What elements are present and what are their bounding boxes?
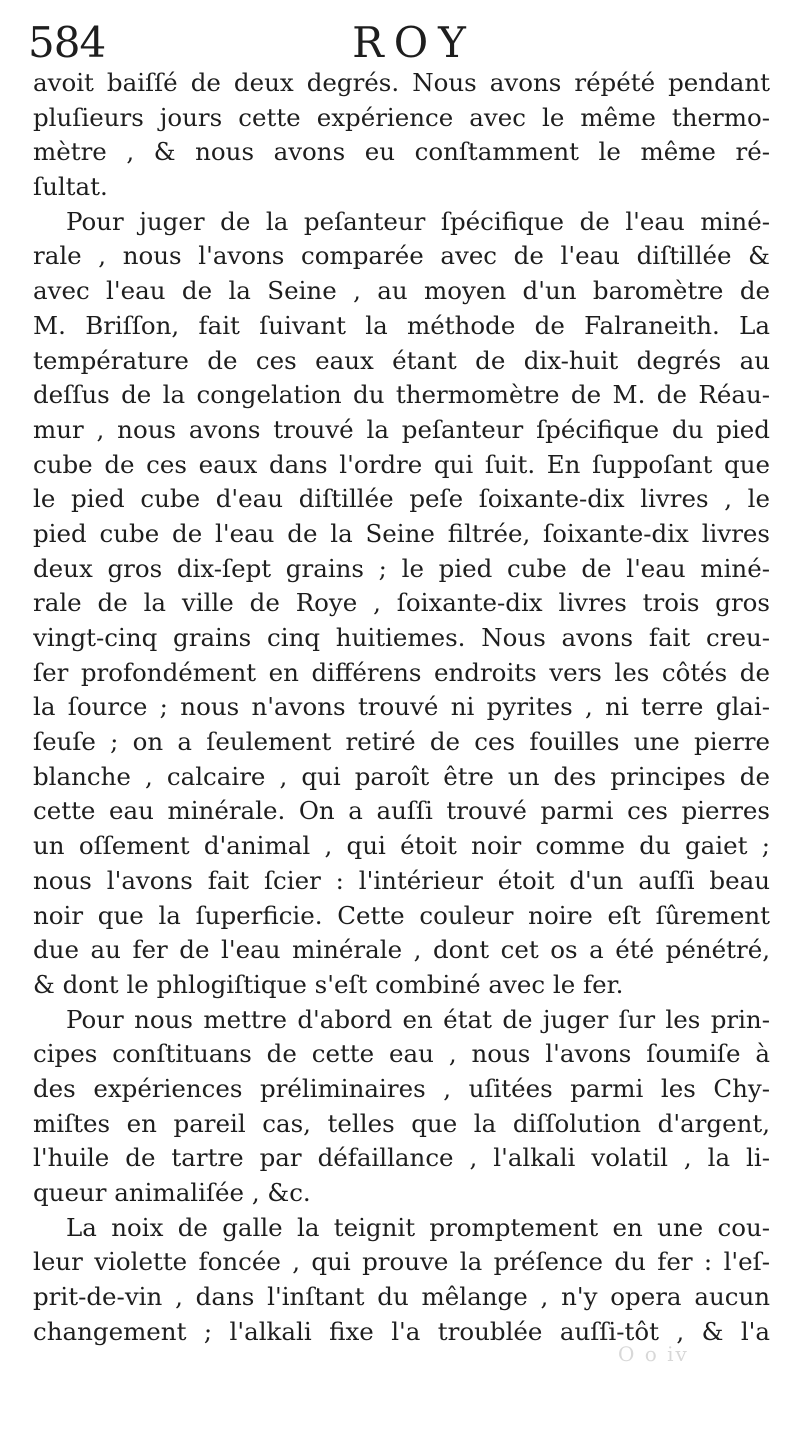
text-line: prit-de-vin , dans l'inſtant du mêlange , n'y opera aucun [33,1282,770,1312]
signature-mark: O o iv [618,1342,689,1366]
text-line: deſſus de la congelation du thermomètre de M. de Réau- [33,380,770,410]
text-line: cipes conſtituans de cette eau , nous l'avons ſoumiſe à [33,1039,770,1069]
text-line: leur violette foncée , qui prouve la préſence du fer : l'eſ- [33,1247,770,1277]
text-line: cube de ces eaux dans l'ordre qui ſuit. En ſuppoſant que [33,449,770,479]
text-line: vingt-cinq grains cinq huitiemes. Nous avons fait creu- [33,623,770,652]
text-line: deux gros dix-ſept grains ; le pied cube de l'eau miné- [33,553,770,583]
text-line: Pour nous mettre d'abord en état de juger ſur les prin- [66,1004,770,1034]
text-line: M. Briſſon, fait ſuivant la méthode de Falraneith. La [33,310,770,340]
text-line: température de ces eaux étant de dix-huit degrés au [33,345,770,375]
text-line: rale de la ville de Roye , ſoixante-dix livres trois gros [33,588,770,618]
text-line: changement ; l'alkali fixe l'a troublée auſſi-tôt , & l'a [33,1316,770,1346]
text-line: ſeuſe ; on a ſeulement retiré de ces fouilles une pierre [33,727,770,757]
text-line: la ſource ; nous n'avons trouvé ni pyrites , ni terre glai- [33,692,770,722]
page-number: 584 [28,18,106,67]
text-line: miſtes en pareil cas, telles que la diſſolution d'argent, [33,1108,770,1138]
text-line: Pour juger de la peſanteur ſpécifique de l'eau miné- [66,206,770,236]
text-line: mur , nous avons trouvé la peſanteur ſpécifique du pied [33,414,770,444]
text-line: blanche , calcaire , qui paroît être un des principes de [33,761,770,791]
text-line: ſultat. [33,172,108,202]
text-line: le pied cube d'eau diſtillée peſe ſoixante-dix livres , le [33,484,770,514]
text-line: queur animaliſée , &c. [33,1178,311,1207]
text-line: mètre , & nous avons eu conſtamment le même ré- [33,137,770,167]
text-line: cette eau minérale. On a auſſi trouvé parmi ces pierres [33,796,770,826]
text-line: avoit baiſſé de deux degrés. Nous avons répété pendant [33,68,770,97]
text-line: pluſieurs jours cette expérience avec le même thermo- [33,102,770,132]
text-line: La noix de galle la teignit promptement en une cou- [66,1212,770,1242]
text-line: l'huile de tartre par défaillance , l'alkali volatil , la li- [33,1143,770,1173]
page-header [28,14,760,74]
text-line: noir que la ſuperficie. Cette couleur noire eſt ſûrement [33,900,770,930]
text-line: un oſſement d'animal , qui étoit noir comme du gaiet ; [33,831,770,861]
text-line: rale , nous l'avons comparée avec de l'eau diſtillée & [33,241,770,271]
text-line: des expériences préliminaires , uſitées parmi les Chy- [33,1073,770,1103]
running-title: ROY [352,18,476,67]
text-line: avec l'eau de la Seine , au moyen d'un baromètre de [33,276,770,306]
text-line: due au fer de l'eau minérale , dont cet os a été pénétré, [33,935,770,965]
text-line: nous l'avons fait ſcier : l'intérieur étoit d'un auſſi beau [33,865,770,895]
text-line: & dont le phlogiſtique s'eſt combiné avec le fer. [33,969,624,999]
text-line: pied cube de l'eau de la Seine filtrée, ſoixante-dix livres [33,518,770,548]
body-text [33,66,770,1349]
text-line: ſer profondément en différens endroits vers les côtés de [33,657,770,687]
